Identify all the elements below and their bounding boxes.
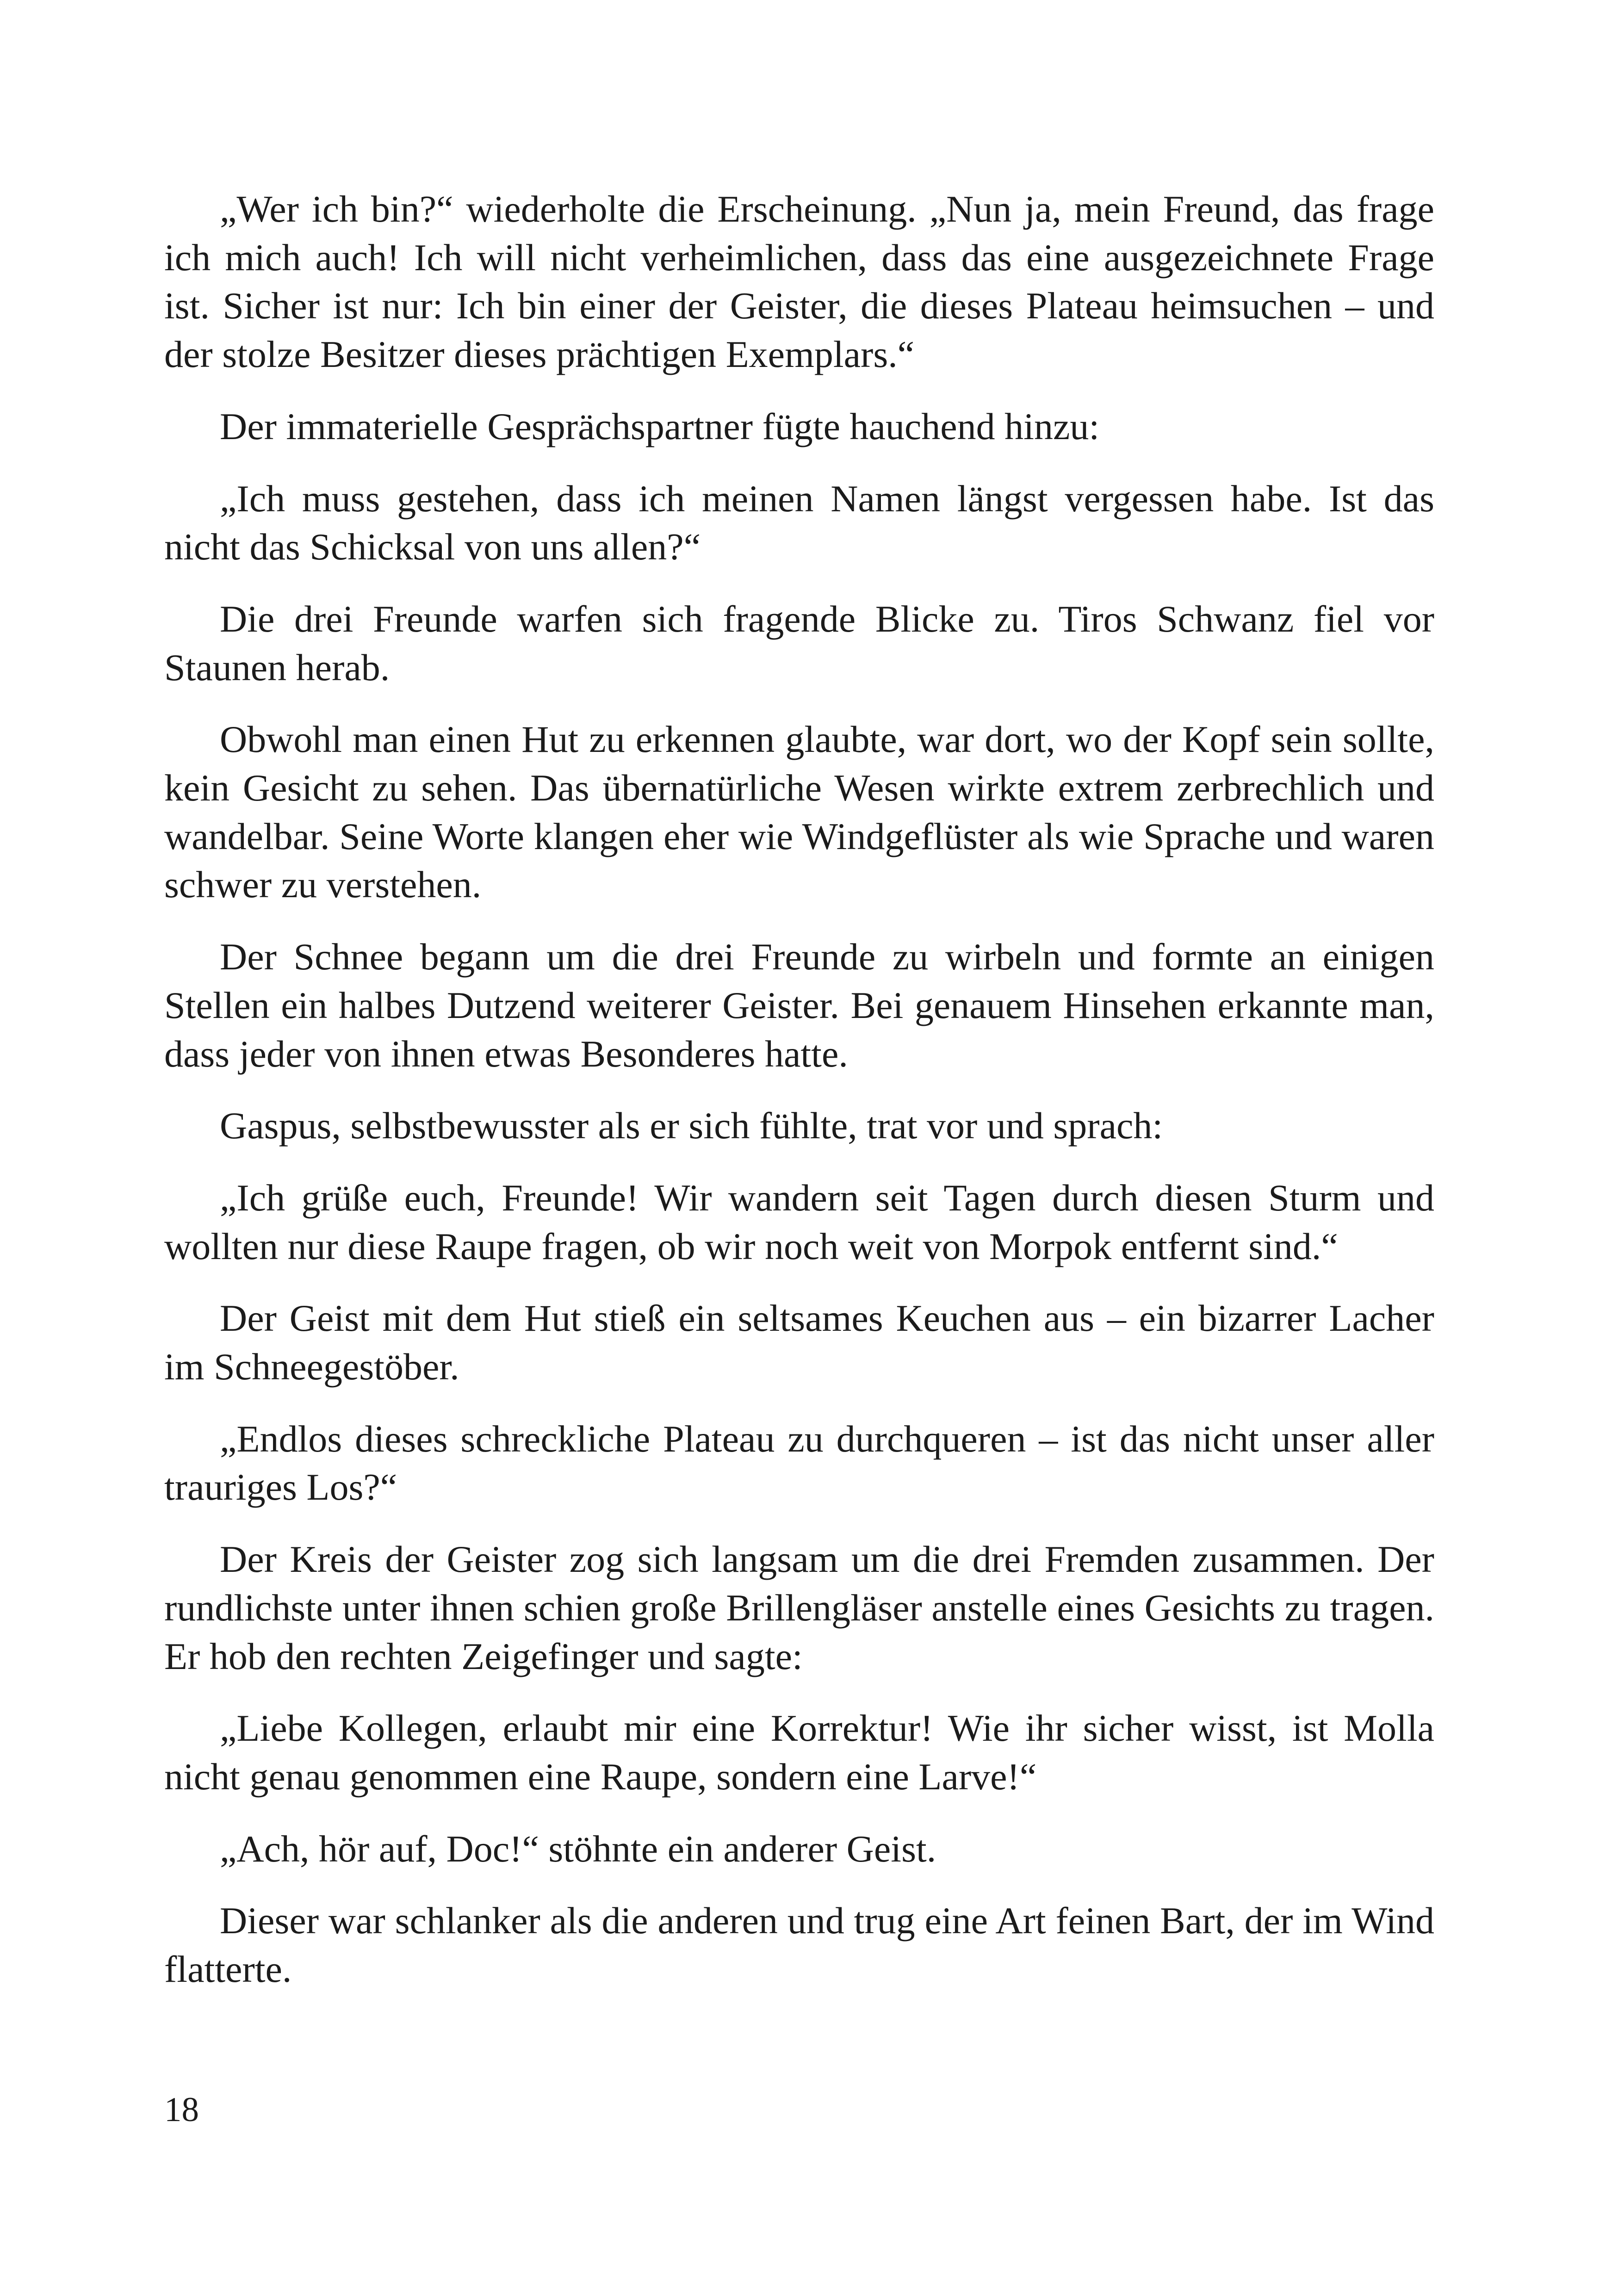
paragraph: Gaspus, selbstbewusster als er sich fühlte, trat vor und sprach:: [220, 1105, 1163, 1147]
paragraph: Obwohl man einen Hut zu erkennen glaubte, war dort, wo der Kopf sein sollte, kein Gesicht zu sehen. Das übernatürliche Wesen wirkte extrem zerbrechlich und wandelbar. Seine Worte klangen eher wie Windgeflüster als wie Sprache und waren schwer zu verstehen.: [164, 718, 1434, 906]
book-page-text: [164, 185, 1434, 2017]
paragraph: Der Schnee begann um die drei Freunde zu wirbeln und formte an einigen Stellen ein halbes Dutzend weiterer Geister. Bei genauem Hinsehen erkannte man, dass jeder von ihnen etwas Besonderes hatte.: [164, 936, 1434, 1075]
paragraph: Der immaterielle Gesprächspartner fügte hauchend hinzu:: [220, 405, 1100, 447]
page-number: 18: [164, 2091, 199, 2129]
paragraph: „Ich muss gestehen, dass ich meinen Namen längst vergessen habe. Ist das nicht das Schicksal von uns allen?“: [164, 477, 1434, 568]
paragraph: „Ach, hör auf, Doc!“ stöhnte ein anderer Geist.: [220, 1827, 936, 1870]
paragraph: Der Kreis der Geister zog sich langsam um die drei Fremden zusammen. Der rundlichste unter ihnen schien große Brillengläser anstelle eines Gesichts zu tragen. Er hob den rechten Zeigefinger und sagte:: [164, 1538, 1434, 1677]
paragraph: „Ich grüße euch, Freunde! Wir wandern seit Tagen durch diesen Sturm und wollten nur diese Raupe fragen, ob wir noch weit von Morpok entfernt sind.“: [164, 1176, 1434, 1267]
paragraph: Dieser war schlanker als die anderen und trug eine Art feinen Bart, der im Wind flatterte.: [164, 1899, 1434, 1991]
paragraph: Die drei Freunde warfen sich fragende Blicke zu. Tiros Schwanz fiel vor Staunen herab.: [164, 597, 1434, 689]
paragraph: „Wer ich bin?“ wiederholte die Erscheinung. „Nun ja, mein Freund, das frage ich mich auch! Ich will nicht verheimlichen, dass das eine ausgezeichnete Frage ist. Sicher ist nur: Ich bin einer der Geister, die dieses Plateau heimsuchen – und der stolze Besitzer dieses prächtigen Exemplars.“: [164, 188, 1434, 376]
paragraph: Der Geist mit dem Hut stieß ein seltsames Keuchen aus – ein bizarrer Lacher im Schneegestöber.: [164, 1297, 1434, 1388]
paragraph: „Liebe Kollegen, erlaubt mir eine Korrektur! Wie ihr sicher wisst, ist Molla nicht genau genommen eine Raupe, sondern eine Larve!“: [164, 1707, 1434, 1798]
paragraph: „Endlos dieses schreckliche Plateau zu durchqueren – ist das nicht unser aller trauriges Los?“: [164, 1417, 1434, 1508]
